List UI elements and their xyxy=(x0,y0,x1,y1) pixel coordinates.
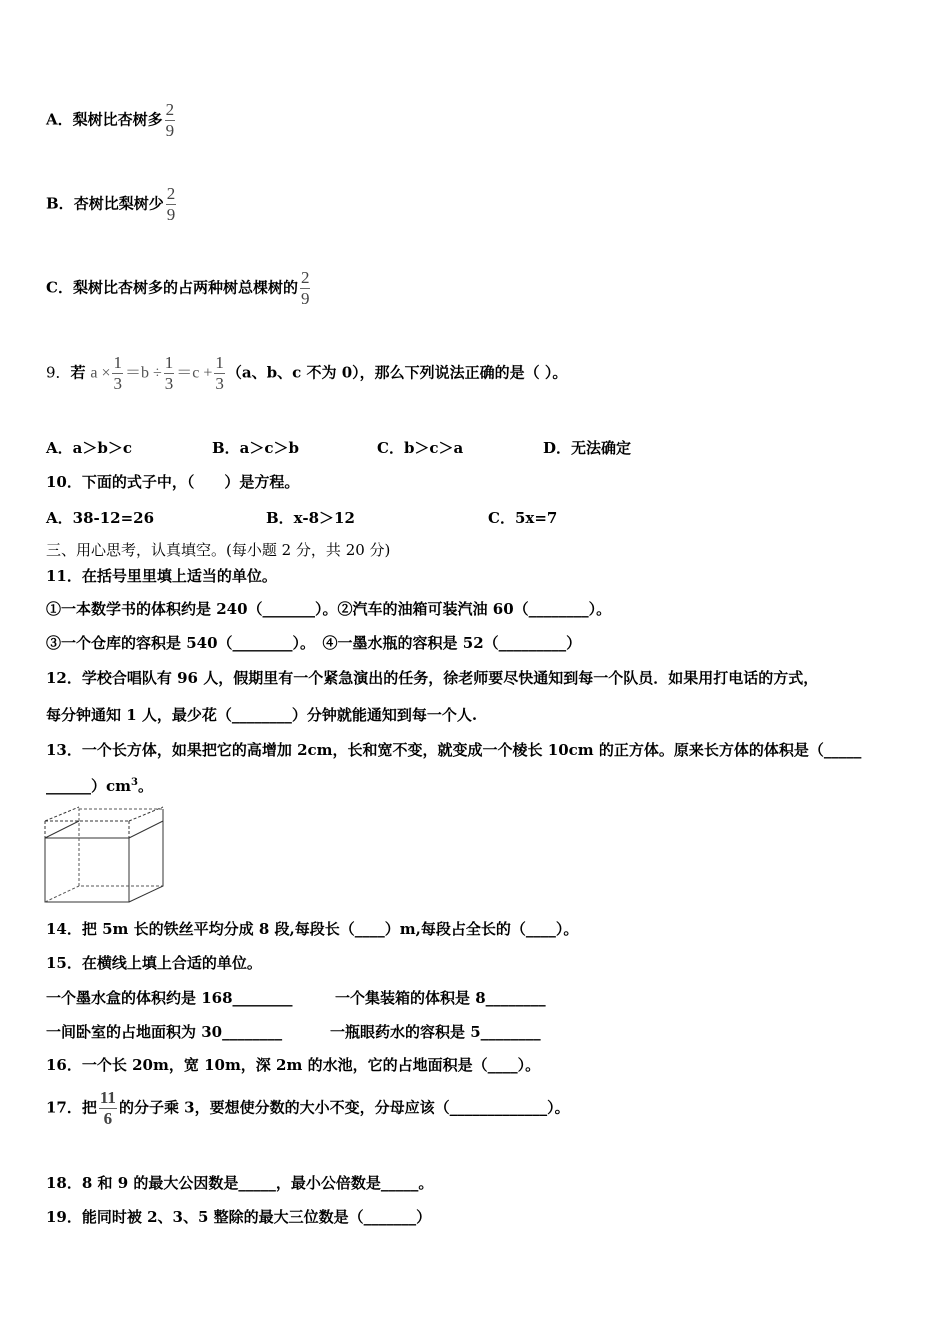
fraction-denominator: 9 xyxy=(166,205,176,224)
expr-part: ＝b ÷ xyxy=(124,364,162,382)
q10-option-a: A．38-12=26 xyxy=(46,509,155,527)
q16: 16．一个长 20m，宽 10m，深 2m 的水池，它的占地面积是（____）。 xyxy=(46,1056,541,1074)
expr-part: a × xyxy=(90,364,111,382)
q15-item: 一个墨水盒的体积约是 168________ xyxy=(46,989,293,1007)
q11-stem: 11．在括号里里填上适当的单位。 xyxy=(46,567,277,585)
fraction xyxy=(166,184,177,225)
q10-stem: 10．下面的式子中，（ ）是方程。 xyxy=(46,473,300,491)
option-text: 梨树比杏树多 xyxy=(72,110,163,129)
q9-stem xyxy=(46,353,567,394)
q11-line-1: ①一本数学书的体积约是 240（_______）。②汽车的油箱可装汽油 60（________）。 xyxy=(46,600,612,618)
q19: 19．能同时被 2、3、5 整除的最大三位数是（_______） xyxy=(46,1208,432,1226)
punctuation: 。 xyxy=(137,777,153,795)
q15-stem: 15．在横线上填上合适的单位。 xyxy=(46,954,262,972)
q12-line-2: 每分钟通知 1 人，最少花（________）分钟就能通知到每一个人. xyxy=(46,706,478,724)
cuboid-front-face xyxy=(45,838,129,902)
fraction xyxy=(99,1088,117,1129)
cuboid-edge xyxy=(129,821,163,838)
q18: 18．8 和 9 的最大公因数是_____，最小公倍数是_____。 xyxy=(46,1174,434,1192)
option-label: B． xyxy=(46,194,74,213)
superscript: 3 xyxy=(131,777,138,788)
expr-part: ＝c + xyxy=(176,364,213,382)
q8-option-a xyxy=(46,100,177,141)
option-text: 杏树比梨树少 xyxy=(73,194,164,213)
q9-option-c: C．b＞c＞a xyxy=(377,439,464,457)
fraction xyxy=(300,268,311,309)
cuboid-edge xyxy=(129,886,163,902)
question-lead: 若 xyxy=(70,363,86,382)
cuboid-edge xyxy=(45,807,79,821)
cuboid-edge-hidden xyxy=(45,886,79,902)
q15-item: 一个集装箱的体积是 8________ xyxy=(335,989,546,1007)
option-label: C． xyxy=(46,278,73,297)
q15-item: 一瓶眼药水的容积是 5________ xyxy=(330,1023,541,1041)
q14: 14．把 5m 长的铁丝平均分成 8 段,每段长（____）m,每段占全长的（____）。 xyxy=(46,920,579,938)
q13-answer-blank: ______）cm xyxy=(46,777,132,795)
q13-line-2 xyxy=(46,776,153,796)
option-text: 梨树比杏树多的占两种树总棵树的 xyxy=(72,278,298,297)
cuboid-diagram xyxy=(42,804,168,906)
fraction-denominator: 3 xyxy=(164,374,174,393)
fraction-denominator: 3 xyxy=(113,374,122,393)
q9-option-a: A．a＞b＞c xyxy=(46,439,132,457)
fraction-numerator: 2 xyxy=(165,100,175,119)
fraction xyxy=(214,353,225,394)
section-title: 三、用心思考，认真填空。(每小题 2 分，共 20 分) xyxy=(46,541,391,559)
fraction xyxy=(165,100,176,141)
option-label: A． xyxy=(46,110,73,129)
question-lead: 17．把 xyxy=(46,1098,97,1117)
q15-item: 一间卧室的占地面积为 30________ xyxy=(46,1023,283,1041)
fraction xyxy=(112,353,123,394)
fraction-denominator: 9 xyxy=(300,289,310,308)
fraction-denominator: 3 xyxy=(215,374,224,393)
fraction-numerator: 1 xyxy=(215,353,224,372)
fraction xyxy=(164,353,175,394)
question-tail: 的分子乘 3，要想使分数的大小不变，分母应该（_____________）。 xyxy=(118,1098,570,1117)
fraction-numerator: 1 xyxy=(164,353,174,372)
q10-option-c: C．5x=7 xyxy=(488,509,558,527)
fraction-denominator: 9 xyxy=(165,121,175,140)
q17 xyxy=(46,1088,570,1129)
q9-option-b: B．a＞c＞b xyxy=(212,439,300,457)
question-tail: （a、b、c 不为 0），那么下列说法正确的是（ ）。 xyxy=(226,363,568,382)
fraction-numerator: 2 xyxy=(166,184,176,203)
q10-option-b: B．x-8＞12 xyxy=(266,509,355,527)
cuboid-edge xyxy=(45,821,79,838)
question-number: 9． xyxy=(46,363,71,382)
fraction-numerator: 11 xyxy=(99,1088,116,1107)
q11-line-2: ③一个仓库的容积是 540（________）。 ④一墨水瓶的容积是 52（_________） xyxy=(46,634,582,652)
fraction-numerator: 2 xyxy=(300,268,310,287)
fraction-denominator: 6 xyxy=(103,1109,113,1128)
q8-option-c xyxy=(46,268,312,309)
q9-option-d: D．无法确定 xyxy=(543,439,632,457)
q13-line-1: 13．一个长方体，如果把它的高增加 2cm，长和宽不变，就变成一个棱长 10cm 的正方体。原来长方体的体积是（_____ xyxy=(46,741,862,759)
q12-line-1: 12．学校合唱队有 96 人，假期里有一个紧急演出的任务，徐老师要尽快通知到每一个队员．如果用打电话的方式， xyxy=(46,669,819,687)
q8-option-b xyxy=(46,184,178,225)
fraction-numerator: 1 xyxy=(113,353,122,372)
